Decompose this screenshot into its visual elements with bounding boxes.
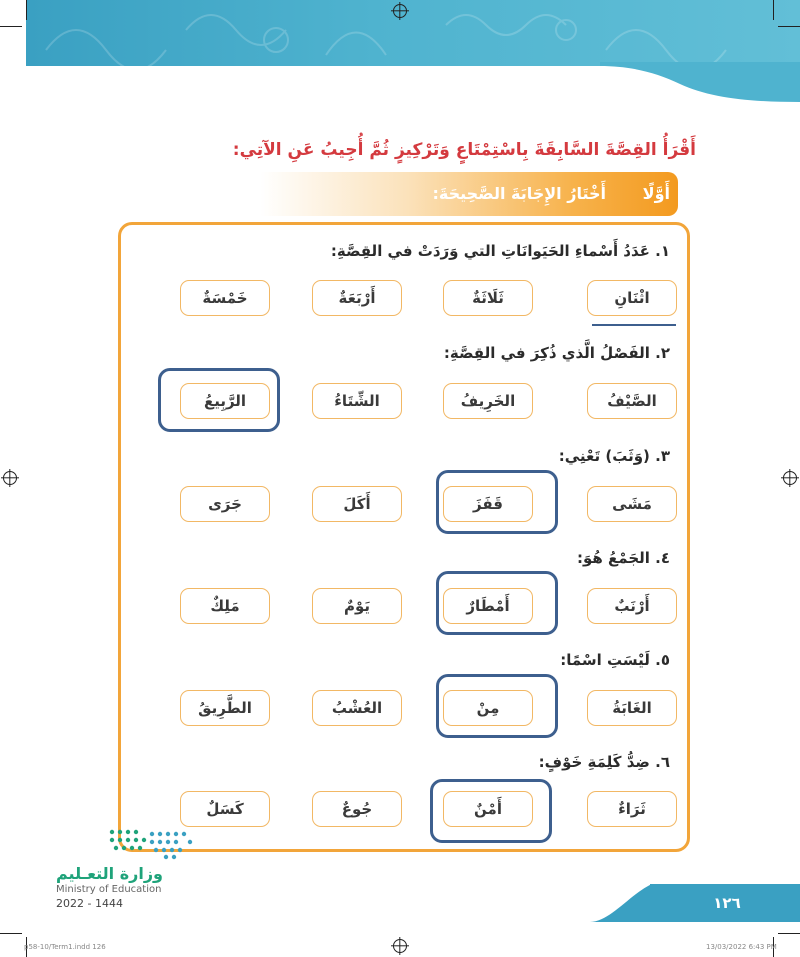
q2-option-3[interactable]: الشِّتَاءُ xyxy=(312,383,402,419)
q5-option-4[interactable]: الطَّرِيقُ xyxy=(180,690,270,726)
q1-option-3[interactable]: أَرْبَعَةٌ xyxy=(312,280,402,316)
q5-selection-box xyxy=(436,674,558,738)
answer-underline xyxy=(592,324,676,326)
question-5: ٥. لَيْسَتِ اسْمًا: xyxy=(560,651,670,669)
q4-option-3[interactable]: يَوْمٌ xyxy=(312,588,402,624)
ministry-name-english: Ministry of Education xyxy=(56,884,162,895)
q3-option-4[interactable]: جَرَى xyxy=(180,486,270,522)
registration-mark xyxy=(3,471,17,485)
instruction-text: أَقْرَأُ القِصَّةَ السَّابِقَةَ بِاسْتِمْتَاعٍ وَتَرْكِيزٍ ثُمَّ أُجِيبُ عَنِ الآتِي: xyxy=(232,140,696,160)
q6-option-3[interactable]: جُوعٌ xyxy=(312,791,402,827)
edition-year: 2022 - 1444 xyxy=(56,897,123,910)
section-number: أَوَّلًا xyxy=(642,184,670,203)
question-6: ٦. ضِدُّ كَلِمَةِ خَوْفٍ: xyxy=(538,753,670,771)
q5-option-3[interactable]: العُشْبُ xyxy=(312,690,402,726)
registration-mark xyxy=(393,4,407,18)
crop-mark xyxy=(778,933,800,934)
footer-tab xyxy=(650,884,800,922)
q3-option-3[interactable]: أَكَلَ xyxy=(312,486,402,522)
q3-option-2[interactable]: قَفَزَ xyxy=(443,486,533,522)
q3-option-1[interactable]: مَشَى xyxy=(587,486,677,522)
crop-mark xyxy=(773,0,774,20)
q1-option-2[interactable]: ثَلَاثَةٌ xyxy=(443,280,533,316)
crop-mark xyxy=(778,26,800,27)
crop-mark xyxy=(0,26,22,27)
section-title: أَخْتَارُ الإِجَابَةَ الصَّحِيحَةَ: xyxy=(432,184,606,203)
q1-option-1[interactable]: اثْنَانِ xyxy=(587,280,677,316)
q2-option-4[interactable]: الرَّبِيعُ xyxy=(180,383,270,419)
page-number: ١٢٦ xyxy=(713,894,741,912)
q2-option-2[interactable]: الخَرِيفُ xyxy=(443,383,533,419)
crop-mark xyxy=(26,0,27,20)
question-2: ٢. الفَصْلُ الَّذي ذُكِرَ في القِصَّةِ: xyxy=(443,344,670,362)
q1-option-4[interactable]: خَمْسَةٌ xyxy=(180,280,270,316)
banner-pattern xyxy=(26,0,800,66)
q2-option-1[interactable]: الصَّيْفُ xyxy=(587,383,677,419)
section-header xyxy=(260,172,678,216)
q2-selection-box xyxy=(158,368,280,432)
registration-mark xyxy=(393,939,407,953)
print-slug-file: p58-10/Term1.indd 126 xyxy=(24,943,106,951)
question-1: ١. عَدَدُ أَسْماءِ الحَيَوانَاتِ التي وَرَدَتْ في القِصَّةِ: xyxy=(330,242,670,260)
registration-mark xyxy=(783,471,797,485)
q4-selection-box xyxy=(436,571,558,635)
ministry-logo xyxy=(56,826,196,916)
ministry-name-arabic: وزارة التعـليم xyxy=(56,864,163,883)
q6-option-1[interactable]: ثَرَاءٌ xyxy=(587,791,677,827)
q4-option-1[interactable]: أَرْنَبٌ xyxy=(587,588,677,624)
banner-tail xyxy=(600,62,800,102)
question-3: ٣. (وَثَبَ) تَعْنِي: xyxy=(558,447,670,465)
ministry-logo-dots-icon xyxy=(106,826,196,862)
q6-selection-box xyxy=(430,779,552,843)
q4-option-2[interactable]: أَمْطَارٌ xyxy=(443,588,533,624)
print-slug-date: 13/03/2022 6:43 PM xyxy=(706,943,777,951)
q5-option-1[interactable]: الغَابَةُ xyxy=(587,690,677,726)
q6-option-2[interactable]: أَمْنٌ xyxy=(443,791,533,827)
q3-selection-box xyxy=(436,470,558,534)
question-4: ٤. الجَمْعُ هُوَ: xyxy=(577,549,670,567)
q5-option-2[interactable]: مِنْ xyxy=(443,690,533,726)
q4-option-4[interactable]: مَلِكٌ xyxy=(180,588,270,624)
q6-option-4[interactable]: كَسَلٌ xyxy=(180,791,270,827)
crop-mark xyxy=(0,933,22,934)
footer-tab-curve xyxy=(590,884,652,922)
